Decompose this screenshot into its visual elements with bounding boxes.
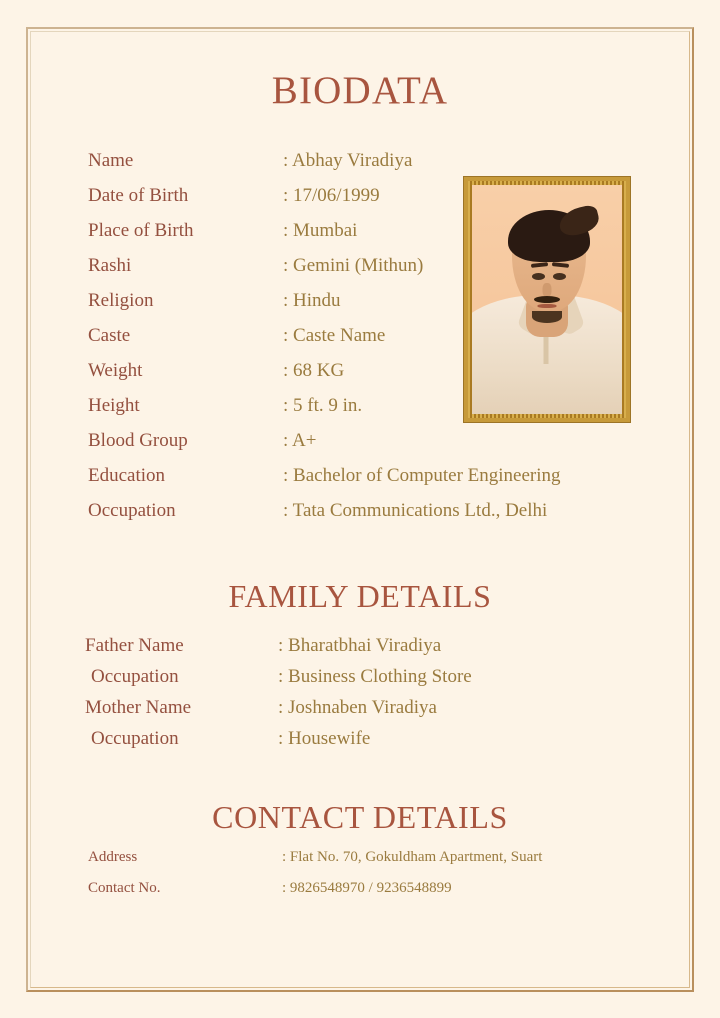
detail-label: Date of Birth (88, 185, 189, 206)
detail-label: Weight (88, 360, 143, 381)
detail-value: : Tata Communications Ltd., Delhi (283, 500, 548, 521)
photo-beard (532, 311, 562, 323)
detail-value: : Business Clothing Store (278, 666, 472, 687)
detail-label: Name (88, 150, 134, 171)
detail-label: Occupation (91, 728, 179, 749)
detail-value: : Mumbai (283, 220, 358, 241)
detail-value: : Flat No. 70, Gokuldham Apartment, Suart (282, 849, 543, 865)
detail-label: Father Name (85, 635, 184, 656)
detail-value: : Hindu (283, 290, 341, 311)
detail-label: Caste (88, 325, 131, 346)
portrait-photo-frame (464, 177, 630, 422)
detail-label: Education (88, 465, 166, 486)
photo-mouth (538, 304, 557, 308)
detail-value: : Joshnaben Viradiya (278, 697, 437, 718)
detail-label: Place of Birth (88, 220, 194, 241)
contact-details-heading: CONTACT DETAILS (212, 799, 508, 835)
detail-value: : Housewife (278, 728, 371, 749)
detail-label: Contact No. (88, 880, 161, 896)
page-title: BIODATA (271, 69, 449, 112)
detail-value: : Bachelor of Computer Engineering (283, 465, 561, 486)
family-details-heading: FAMILY DETAILS (228, 578, 492, 614)
detail-value: : Caste Name (283, 325, 386, 346)
detail-label: Religion (88, 290, 154, 311)
detail-label: Address (88, 849, 138, 865)
detail-label: Rashi (88, 255, 132, 276)
detail-value: : A+ (283, 430, 317, 451)
detail-label: Occupation (88, 500, 176, 521)
detail-value: : 68 KG (283, 360, 345, 381)
photo-mustache (534, 296, 560, 303)
detail-value: : 17/06/1999 (283, 185, 380, 206)
detail-value: : Bharatbhai Viradiya (278, 635, 442, 656)
detail-value: : Abhay Viradiya (283, 150, 413, 171)
detail-value: : Gemini (Mithun) (283, 255, 424, 276)
detail-value: : 5 ft. 9 in. (283, 395, 363, 416)
detail-value: : 9826548970 / 9236548899 (282, 880, 452, 896)
portrait-photo (472, 185, 622, 414)
detail-label: Height (88, 395, 140, 416)
detail-label: Occupation (91, 666, 179, 687)
detail-label: Blood Group (88, 430, 188, 451)
detail-label: Mother Name (85, 697, 192, 718)
